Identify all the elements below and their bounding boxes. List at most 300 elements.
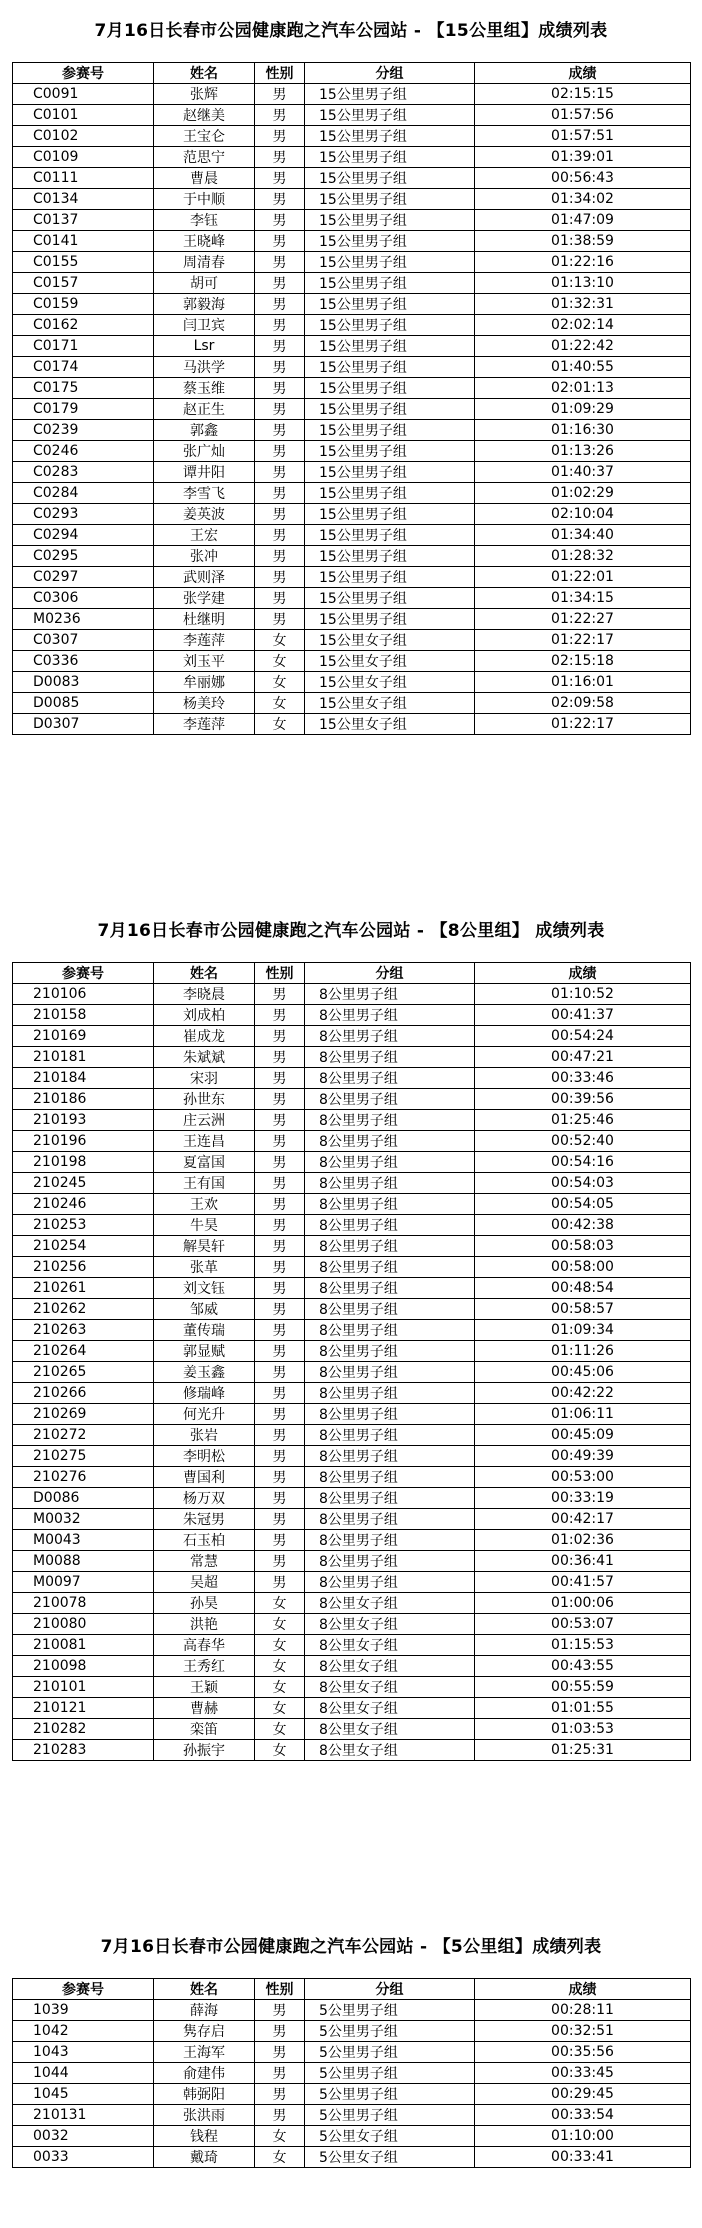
runner-name: 朱斌斌 xyxy=(154,1047,255,1068)
group: 8公里男子组 xyxy=(305,1068,475,1089)
bib-number: 210198 xyxy=(13,1152,154,1173)
finish-time: 01:47:09 xyxy=(475,210,691,231)
runner-name: 薛海 xyxy=(154,2000,255,2021)
runner-name: 戴琦 xyxy=(154,2147,255,2168)
gender: 男 xyxy=(255,567,305,588)
group: 15公里男子组 xyxy=(305,525,475,546)
bib-number: M0097 xyxy=(13,1572,154,1593)
runner-name: 张广灿 xyxy=(154,441,255,462)
group: 8公里男子组 xyxy=(305,1131,475,1152)
finish-time: 00:41:37 xyxy=(475,1005,691,1026)
table-row xyxy=(13,126,691,147)
header-name: 姓名 xyxy=(154,963,255,984)
runner-name: 俞建伟 xyxy=(154,2063,255,2084)
bib-number: C0102 xyxy=(13,126,154,147)
bib-number: C0239 xyxy=(13,420,154,441)
group: 8公里女子组 xyxy=(305,1656,475,1677)
bib-number: M0043 xyxy=(13,1530,154,1551)
table-row xyxy=(13,210,691,231)
table-row xyxy=(13,1089,691,1110)
bib-number: 210081 xyxy=(13,1635,154,1656)
table-row xyxy=(13,1551,691,1572)
bib-number: 210275 xyxy=(13,1446,154,1467)
group: 8公里男子组 xyxy=(305,1383,475,1404)
gender: 男 xyxy=(255,1509,305,1530)
group: 8公里男子组 xyxy=(305,1509,475,1530)
bib-number: C0134 xyxy=(13,189,154,210)
group: 15公里男子组 xyxy=(305,609,475,630)
table-row xyxy=(13,1299,691,1320)
group: 8公里女子组 xyxy=(305,1635,475,1656)
finish-time: 01:38:59 xyxy=(475,231,691,252)
table-row xyxy=(13,2000,691,2021)
table-row xyxy=(13,1257,691,1278)
table-row xyxy=(13,336,691,357)
gender: 女 xyxy=(255,672,305,693)
group: 15公里男子组 xyxy=(305,84,475,105)
table-row xyxy=(13,2126,691,2147)
group: 8公里女子组 xyxy=(305,1740,475,1761)
header-bib: 参赛号 xyxy=(13,1979,154,2000)
finish-time: 00:45:06 xyxy=(475,1362,691,1383)
table-row xyxy=(13,189,691,210)
runner-name: Lsr xyxy=(154,336,255,357)
table-row xyxy=(13,1740,691,1761)
table-row xyxy=(13,525,691,546)
gender: 男 xyxy=(255,2000,305,2021)
runner-name: 李莲萍 xyxy=(154,630,255,651)
bib-number: C0137 xyxy=(13,210,154,231)
table-row xyxy=(13,1425,691,1446)
finish-time: 00:49:39 xyxy=(475,1446,691,1467)
gender: 男 xyxy=(255,1488,305,1509)
group: 5公里男子组 xyxy=(305,2042,475,2063)
runner-name: 闫卫宾 xyxy=(154,315,255,336)
group: 5公里女子组 xyxy=(305,2147,475,2168)
runner-name: 曹晨 xyxy=(154,168,255,189)
gender: 男 xyxy=(255,1572,305,1593)
table-row xyxy=(13,2084,691,2105)
group: 8公里男子组 xyxy=(305,1446,475,1467)
table-row xyxy=(13,294,691,315)
runner-name: 马洪学 xyxy=(154,357,255,378)
table-row xyxy=(13,1446,691,1467)
group: 8公里男子组 xyxy=(305,1215,475,1236)
finish-time: 00:33:19 xyxy=(475,1488,691,1509)
runner-name: 解昊轩 xyxy=(154,1236,255,1257)
finish-time: 01:06:11 xyxy=(475,1404,691,1425)
finish-time: 00:52:40 xyxy=(475,1131,691,1152)
table-header-row xyxy=(13,963,691,984)
table-row xyxy=(13,1005,691,1026)
finish-time: 01:02:29 xyxy=(475,483,691,504)
finish-time: 00:53:07 xyxy=(475,1614,691,1635)
bib-number: D0085 xyxy=(13,693,154,714)
gender: 男 xyxy=(255,126,305,147)
runner-name: 栾笛 xyxy=(154,1719,255,1740)
group: 15公里男子组 xyxy=(305,105,475,126)
gender: 男 xyxy=(255,1383,305,1404)
runner-name: 武则泽 xyxy=(154,567,255,588)
runner-name: 李雪飞 xyxy=(154,483,255,504)
group: 8公里男子组 xyxy=(305,1005,475,1026)
group: 8公里男子组 xyxy=(305,1026,475,1047)
group: 15公里男子组 xyxy=(305,231,475,252)
table-header-row xyxy=(13,63,691,84)
section-8km xyxy=(0,900,702,1761)
gender: 男 xyxy=(255,168,305,189)
finish-time: 00:39:56 xyxy=(475,1089,691,1110)
table-row xyxy=(13,1341,691,1362)
bib-number: C0159 xyxy=(13,294,154,315)
bib-number: 210282 xyxy=(13,1719,154,1740)
runner-name: 周清春 xyxy=(154,252,255,273)
group: 15公里男子组 xyxy=(305,441,475,462)
finish-time: 01:34:40 xyxy=(475,525,691,546)
bib-number: C0162 xyxy=(13,315,154,336)
finish-time: 00:42:17 xyxy=(475,1509,691,1530)
runner-name: 夏富国 xyxy=(154,1152,255,1173)
finish-time: 01:40:55 xyxy=(475,357,691,378)
finish-time: 00:33:45 xyxy=(475,2063,691,2084)
runner-name: 宋羽 xyxy=(154,1068,255,1089)
runner-name: 胡可 xyxy=(154,273,255,294)
group: 8公里女子组 xyxy=(305,1677,475,1698)
header-time: 成绩 xyxy=(475,1979,691,2000)
bib-number: M0236 xyxy=(13,609,154,630)
gender: 男 xyxy=(255,441,305,462)
gender: 男 xyxy=(255,252,305,273)
gender: 男 xyxy=(255,210,305,231)
gender: 女 xyxy=(255,1656,305,1677)
bib-number: 210283 xyxy=(13,1740,154,1761)
bib-number: 210131 xyxy=(13,2105,154,2126)
finish-time: 00:42:22 xyxy=(475,1383,691,1404)
table-row xyxy=(13,1173,691,1194)
gender: 男 xyxy=(255,483,305,504)
table-row xyxy=(13,1026,691,1047)
group: 15公里女子组 xyxy=(305,693,475,714)
header-group: 分组 xyxy=(305,963,475,984)
gender: 女 xyxy=(255,1677,305,1698)
gender: 男 xyxy=(255,231,305,252)
section-title: 7月16日长春市公园健康跑之汽车公园站 - 【5公里组】成绩列表 xyxy=(100,1937,602,1957)
group: 15公里男子组 xyxy=(305,252,475,273)
gender: 男 xyxy=(255,588,305,609)
bib-number: 210101 xyxy=(13,1677,154,1698)
bib-number: C0294 xyxy=(13,525,154,546)
table-row xyxy=(13,1236,691,1257)
gender: 男 xyxy=(255,1089,305,1110)
finish-time: 02:15:15 xyxy=(475,84,691,105)
finish-time: 00:58:00 xyxy=(475,1257,691,1278)
gender: 男 xyxy=(255,2021,305,2042)
finish-time: 00:36:41 xyxy=(475,1551,691,1572)
group: 15公里男子组 xyxy=(305,462,475,483)
runner-name: 吴超 xyxy=(154,1572,255,1593)
gender: 男 xyxy=(255,546,305,567)
gender: 男 xyxy=(255,2084,305,2105)
gender: 女 xyxy=(255,1698,305,1719)
group: 8公里男子组 xyxy=(305,1194,475,1215)
bib-number: 210098 xyxy=(13,1656,154,1677)
group: 15公里男子组 xyxy=(305,147,475,168)
header-gender: 性别 xyxy=(255,1979,305,2000)
bib-number: 210266 xyxy=(13,1383,154,1404)
runner-name: 韩弼阳 xyxy=(154,2084,255,2105)
group: 8公里男子组 xyxy=(305,1572,475,1593)
finish-time: 00:33:54 xyxy=(475,2105,691,2126)
group: 15公里男子组 xyxy=(305,315,475,336)
finish-time: 02:15:18 xyxy=(475,651,691,672)
gender: 女 xyxy=(255,714,305,735)
header-group: 分组 xyxy=(305,1979,475,2000)
runner-name: 杨万双 xyxy=(154,1488,255,1509)
finish-time: 01:34:02 xyxy=(475,189,691,210)
table-row xyxy=(13,1488,691,1509)
bib-number: 0032 xyxy=(13,2126,154,2147)
bib-number: C0141 xyxy=(13,231,154,252)
finish-time: 01:13:10 xyxy=(475,273,691,294)
header-name: 姓名 xyxy=(154,1979,255,2000)
finish-time: 01:15:53 xyxy=(475,1635,691,1656)
finish-time: 00:58:03 xyxy=(475,1236,691,1257)
runner-name: 隽存启 xyxy=(154,2021,255,2042)
finish-time: 00:45:09 xyxy=(475,1425,691,1446)
table-row xyxy=(13,546,691,567)
group: 8公里女子组 xyxy=(305,1614,475,1635)
finish-time: 01:22:16 xyxy=(475,252,691,273)
finish-time: 01:25:31 xyxy=(475,1740,691,1761)
runner-name: 庄云洲 xyxy=(154,1110,255,1131)
runner-name: 王连昌 xyxy=(154,1131,255,1152)
finish-time: 01:28:32 xyxy=(475,546,691,567)
gender: 男 xyxy=(255,336,305,357)
finish-time: 01:02:36 xyxy=(475,1530,691,1551)
table-row xyxy=(13,315,691,336)
finish-time: 00:54:16 xyxy=(475,1152,691,1173)
finish-time: 02:02:14 xyxy=(475,315,691,336)
gender: 男 xyxy=(255,147,305,168)
runner-name: 牛昊 xyxy=(154,1215,255,1236)
runner-name: 张冲 xyxy=(154,546,255,567)
runner-name: 刘玉平 xyxy=(154,651,255,672)
header-group: 分组 xyxy=(305,63,475,84)
finish-time: 01:57:51 xyxy=(475,126,691,147)
runner-name: 王宏 xyxy=(154,525,255,546)
runner-name: 郭鑫 xyxy=(154,420,255,441)
group: 8公里男子组 xyxy=(305,984,475,1005)
finish-time: 01:11:26 xyxy=(475,1341,691,1362)
bib-number: C0246 xyxy=(13,441,154,462)
finish-time: 01:34:15 xyxy=(475,588,691,609)
runner-name: 张岩 xyxy=(154,1425,255,1446)
header-bib: 参赛号 xyxy=(13,63,154,84)
gender: 男 xyxy=(255,1131,305,1152)
gender: 男 xyxy=(255,1110,305,1131)
gender: 男 xyxy=(255,1362,305,1383)
bib-number: 1039 xyxy=(13,2000,154,2021)
bib-number: 210193 xyxy=(13,1110,154,1131)
group: 5公里男子组 xyxy=(305,2021,475,2042)
bib-number: C0171 xyxy=(13,336,154,357)
finish-time: 02:09:58 xyxy=(475,693,691,714)
group: 15公里男子组 xyxy=(305,567,475,588)
group: 15公里男子组 xyxy=(305,126,475,147)
finish-time: 00:54:03 xyxy=(475,1173,691,1194)
finish-time: 01:16:01 xyxy=(475,672,691,693)
table-row xyxy=(13,630,691,651)
runner-name: 王有国 xyxy=(154,1173,255,1194)
finish-time: 01:22:27 xyxy=(475,609,691,630)
runner-name: 王秀红 xyxy=(154,1656,255,1677)
group: 8公里男子组 xyxy=(305,1425,475,1446)
group: 15公里男子组 xyxy=(305,504,475,525)
bib-number: 210078 xyxy=(13,1593,154,1614)
group: 5公里男子组 xyxy=(305,2105,475,2126)
gender: 男 xyxy=(255,420,305,441)
results-table xyxy=(12,1978,691,2168)
table-row xyxy=(13,1131,691,1152)
table-row xyxy=(13,378,691,399)
table-row xyxy=(13,1215,691,1236)
bib-number: C0174 xyxy=(13,357,154,378)
table-row xyxy=(13,147,691,168)
group: 8公里男子组 xyxy=(305,1530,475,1551)
runner-name: 修瑞峰 xyxy=(154,1383,255,1404)
gender: 男 xyxy=(255,1173,305,1194)
runner-name: 姜英波 xyxy=(154,504,255,525)
runner-name: 赵正生 xyxy=(154,399,255,420)
group: 8公里女子组 xyxy=(305,1719,475,1740)
table-row xyxy=(13,609,691,630)
bib-number: C0109 xyxy=(13,147,154,168)
table-row xyxy=(13,1572,691,1593)
table-row xyxy=(13,105,691,126)
bib-number: 210080 xyxy=(13,1614,154,1635)
gender: 男 xyxy=(255,984,305,1005)
group: 8公里男子组 xyxy=(305,1278,475,1299)
table-row xyxy=(13,567,691,588)
gender: 男 xyxy=(255,609,305,630)
runner-name: 郭毅海 xyxy=(154,294,255,315)
runner-name: 孙振宇 xyxy=(154,1740,255,1761)
table-row xyxy=(13,984,691,1005)
group: 8公里男子组 xyxy=(305,1341,475,1362)
group: 8公里男子组 xyxy=(305,1551,475,1572)
table-row xyxy=(13,357,691,378)
gender: 女 xyxy=(255,630,305,651)
bib-number: C0336 xyxy=(13,651,154,672)
table-row xyxy=(13,2021,691,2042)
bib-number: 1042 xyxy=(13,2021,154,2042)
group: 5公里男子组 xyxy=(305,2084,475,2105)
gender: 男 xyxy=(255,189,305,210)
section-title: 7月16日长春市公园健康跑之汽车公园站 - 【15公里组】成绩列表 xyxy=(94,21,608,41)
bib-number: 1045 xyxy=(13,2084,154,2105)
group: 15公里女子组 xyxy=(305,651,475,672)
bib-number: D0083 xyxy=(13,672,154,693)
table-row xyxy=(13,1698,691,1719)
finish-time: 01:10:52 xyxy=(475,984,691,1005)
gender: 男 xyxy=(255,273,305,294)
finish-time: 01:09:29 xyxy=(475,399,691,420)
runner-name: 钱程 xyxy=(154,2126,255,2147)
bib-number: 210254 xyxy=(13,1236,154,1257)
results-table xyxy=(12,62,691,735)
bib-number: C0283 xyxy=(13,462,154,483)
runner-name: 曹国利 xyxy=(154,1467,255,1488)
table-row xyxy=(13,441,691,462)
finish-time: 01:09:34 xyxy=(475,1320,691,1341)
runner-name: 李钰 xyxy=(154,210,255,231)
runner-name: 牟丽娜 xyxy=(154,672,255,693)
table-row xyxy=(13,420,691,441)
section-15km xyxy=(0,0,702,735)
table-row xyxy=(13,1194,691,1215)
header-gender: 性别 xyxy=(255,63,305,84)
finish-time: 00:47:21 xyxy=(475,1047,691,1068)
gender: 男 xyxy=(255,1425,305,1446)
finish-time: 00:43:55 xyxy=(475,1656,691,1677)
runner-name: 张学建 xyxy=(154,588,255,609)
bib-number: 210184 xyxy=(13,1068,154,1089)
finish-time: 00:54:05 xyxy=(475,1194,691,1215)
section-title: 7月16日长春市公园健康跑之汽车公园站 - 【8公里组】 成绩列表 xyxy=(97,921,605,941)
runner-name: 孙昊 xyxy=(154,1593,255,1614)
group: 8公里男子组 xyxy=(305,1173,475,1194)
table-row xyxy=(13,2105,691,2126)
finish-time: 00:58:57 xyxy=(475,1299,691,1320)
gender: 男 xyxy=(255,1551,305,1572)
finish-time: 00:41:57 xyxy=(475,1572,691,1593)
runner-name: 洪艳 xyxy=(154,1614,255,1635)
finish-time: 00:42:38 xyxy=(475,1215,691,1236)
table-row xyxy=(13,1383,691,1404)
gender: 男 xyxy=(255,2042,305,2063)
bib-number: M0088 xyxy=(13,1551,154,1572)
header-time: 成绩 xyxy=(475,963,691,984)
gender: 男 xyxy=(255,315,305,336)
bib-number: C0179 xyxy=(13,399,154,420)
finish-time: 00:54:24 xyxy=(475,1026,691,1047)
gender: 男 xyxy=(255,1341,305,1362)
gender: 男 xyxy=(255,525,305,546)
group: 15公里男子组 xyxy=(305,546,475,567)
bib-number: 210196 xyxy=(13,1131,154,1152)
group: 8公里女子组 xyxy=(305,1698,475,1719)
group: 5公里女子组 xyxy=(305,2126,475,2147)
table-row xyxy=(13,1404,691,1425)
gender: 男 xyxy=(255,1299,305,1320)
group: 15公里女子组 xyxy=(305,714,475,735)
bib-number: 1044 xyxy=(13,2063,154,2084)
bib-number: 210272 xyxy=(13,1425,154,1446)
gender: 男 xyxy=(255,1446,305,1467)
gender: 男 xyxy=(255,1236,305,1257)
table-row xyxy=(13,1677,691,1698)
group: 15公里男子组 xyxy=(305,588,475,609)
group: 8公里男子组 xyxy=(305,1047,475,1068)
table-row xyxy=(13,273,691,294)
group: 8公里男子组 xyxy=(305,1362,475,1383)
table-row xyxy=(13,2042,691,2063)
runner-name: 崔成龙 xyxy=(154,1026,255,1047)
table-row xyxy=(13,1719,691,1740)
table-row xyxy=(13,1593,691,1614)
gender: 女 xyxy=(255,693,305,714)
gender: 男 xyxy=(255,378,305,399)
